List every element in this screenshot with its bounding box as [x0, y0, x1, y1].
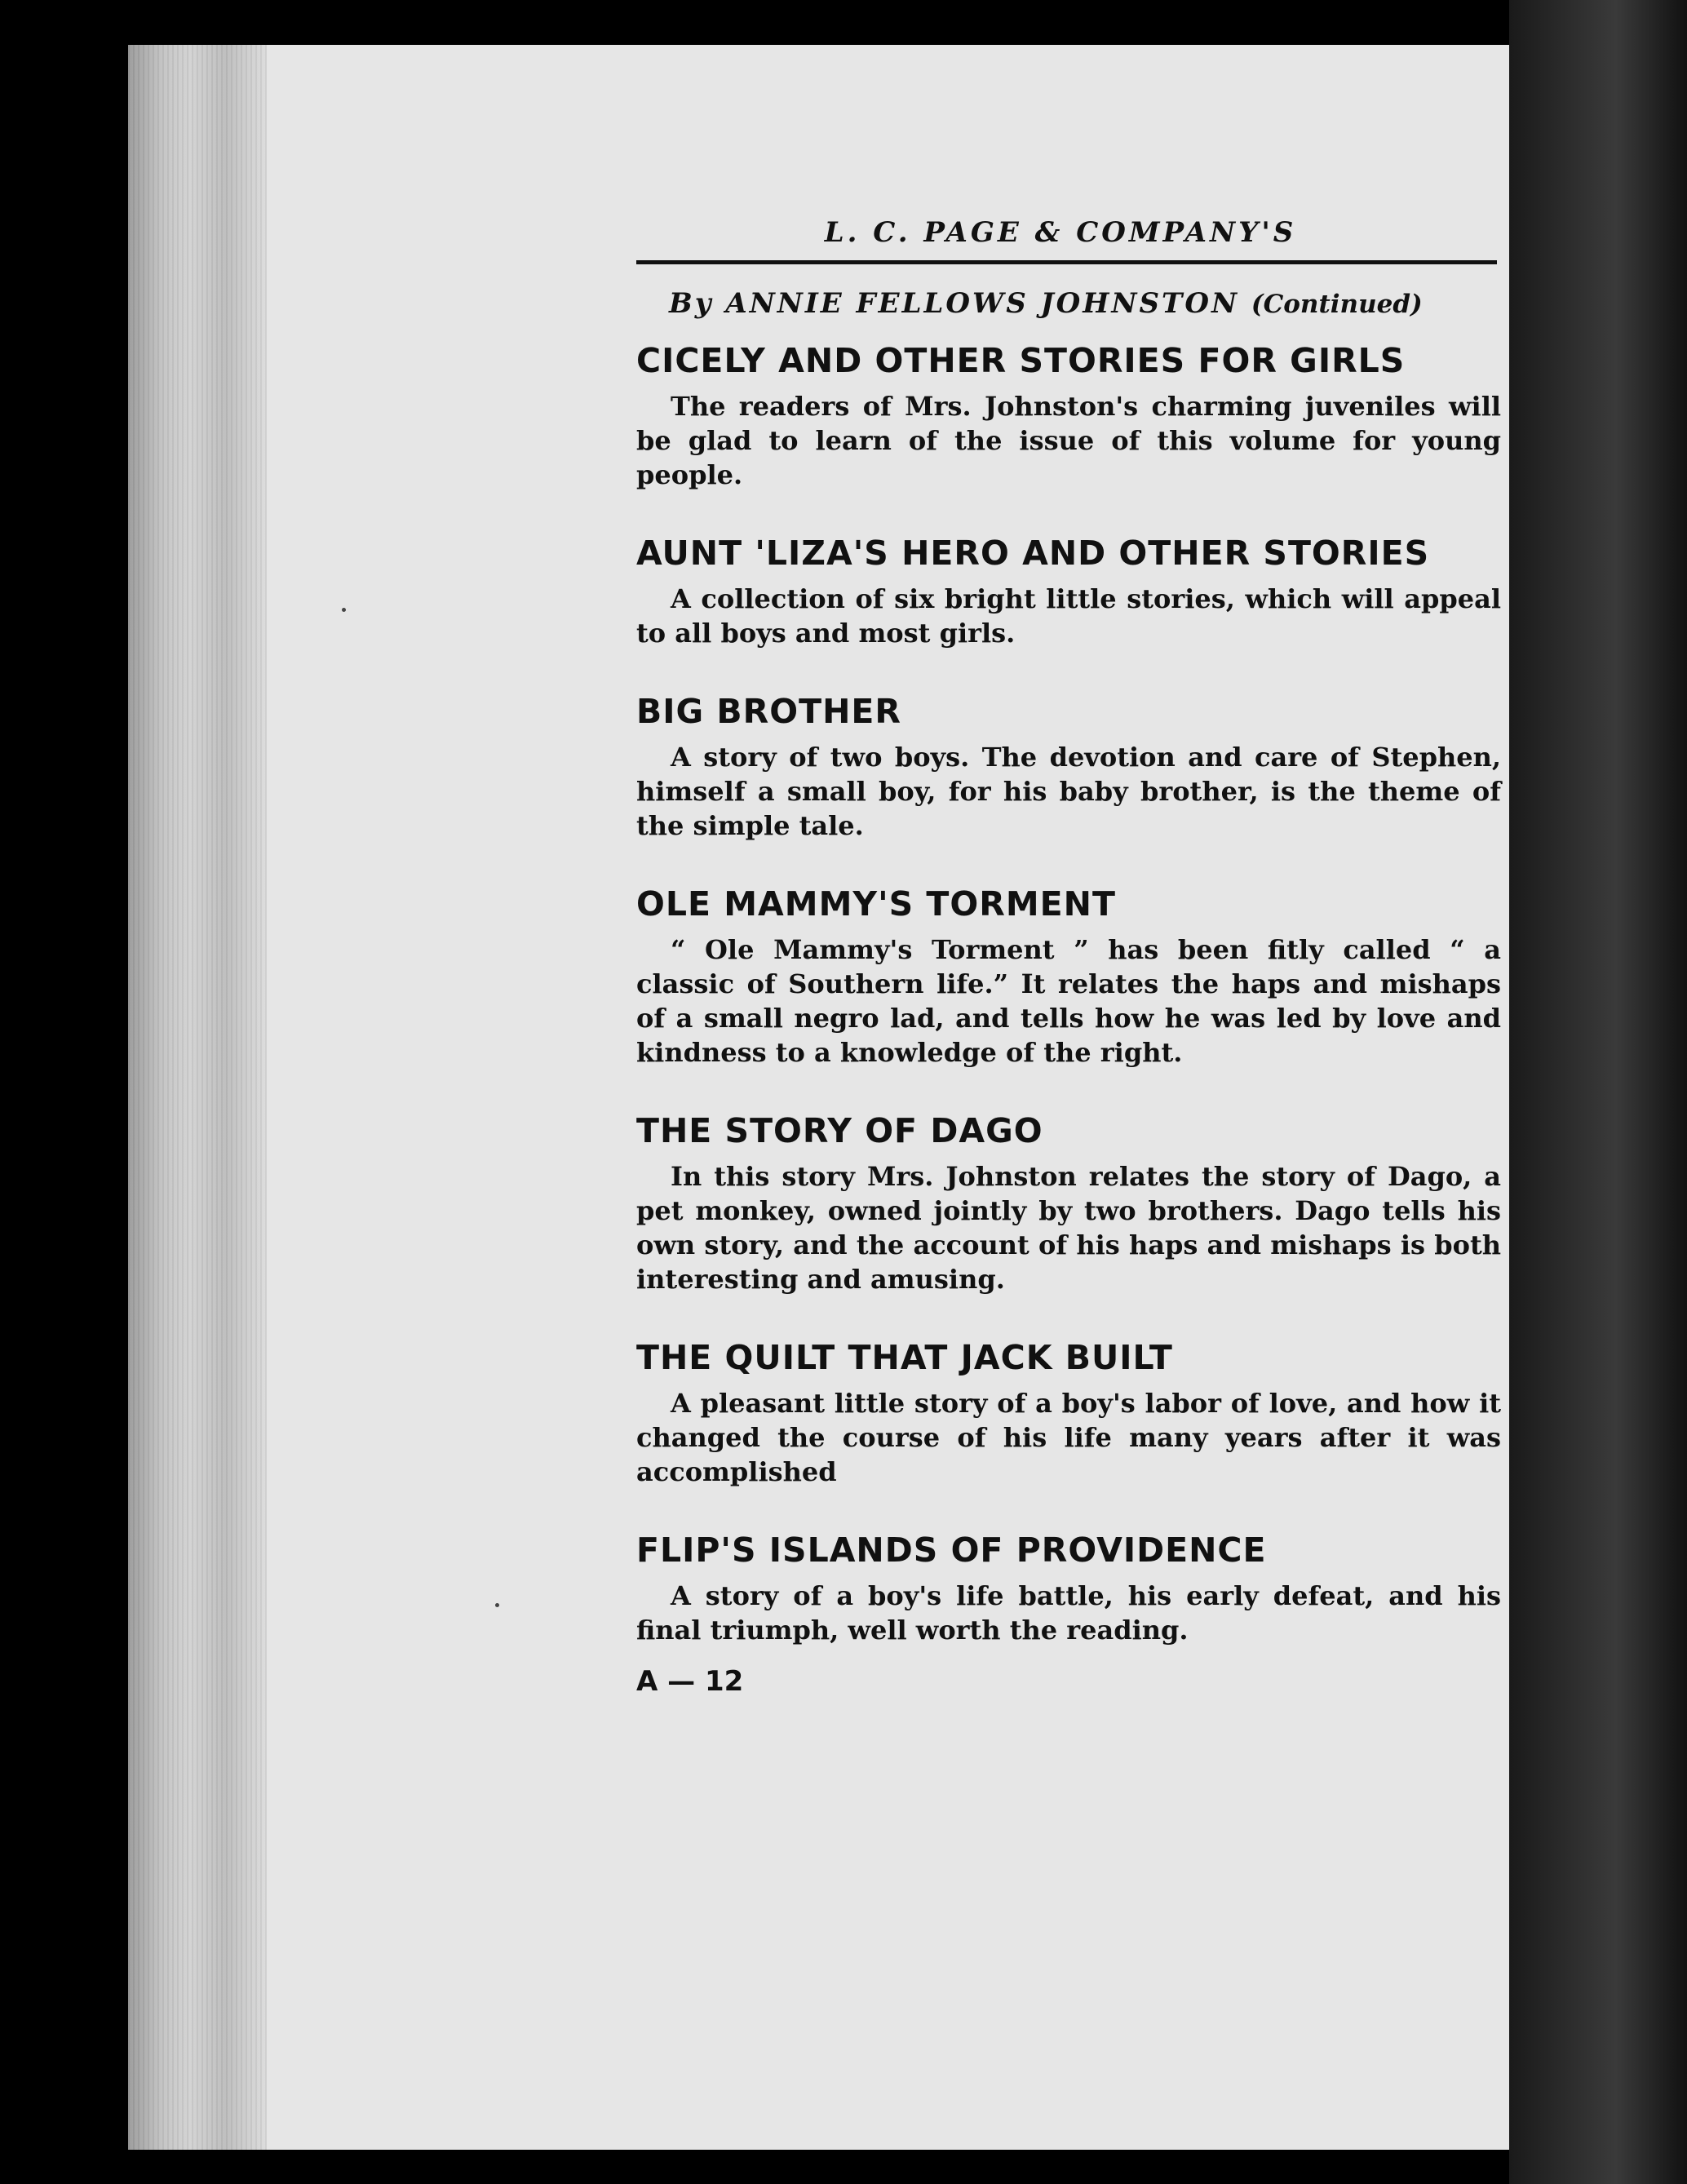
book-title: FLIP'S ISLANDS OF PROVIDENCE — [636, 1531, 1267, 1570]
book-title: CICELY AND OTHER STORIES FOR GIRLS — [636, 341, 1406, 380]
byline-prefix: By — [669, 287, 714, 320]
book-entry — [636, 340, 1501, 492]
page-gutter-texture — [128, 45, 267, 2150]
book-entry — [636, 1530, 1501, 1647]
byline — [669, 286, 1501, 322]
byline-note: (Continued) — [1251, 290, 1423, 319]
byline-author: ANNIE FELLOWS JOHNSTON — [725, 287, 1240, 320]
book-entry — [636, 884, 1501, 1070]
book-entry — [636, 691, 1501, 843]
book-title: OLE MAMMY'S TORMENT — [636, 884, 1116, 924]
scan-speck — [342, 608, 346, 612]
page-content — [636, 216, 1501, 1699]
book-title: THE QUILT THAT JACK BUILT — [636, 1338, 1173, 1377]
book-description: A pleasant little story of a boy's labor of love, and how it changed the course of his life many years after it was accomplished — [636, 1388, 1501, 1487]
running-head: L. C. PAGE & COMPANY'S — [824, 216, 1297, 249]
book-description: A collection of six bright little stories, which will appeal to all boys and most girls. — [636, 583, 1501, 649]
book-title: AUNT 'LIZA'S HERO AND OTHER STORIES — [636, 534, 1430, 573]
header-rule — [636, 260, 1497, 264]
book-description: In this story Mrs. Johnston relates the story of Dago, a pet monkey, owned jointly by two brothers. Dago tells his own story, and the account of his haps and mishaps is both interesting and amusing. — [636, 1161, 1501, 1295]
book-entry — [636, 533, 1501, 650]
book-entry — [636, 1110, 1501, 1296]
scan-right-edge — [1509, 0, 1687, 2184]
scan-speck — [495, 1603, 499, 1607]
book-description: The readers of Mrs. Johnston's charming juveniles will be glad to learn of the issue of this volume for young people. — [636, 391, 1501, 490]
book-description: A story of a boy's life battle, his early defeat, and his final triumph, well worth the reading. — [636, 1580, 1501, 1646]
book-list — [636, 340, 1501, 1647]
book-entry — [636, 1337, 1501, 1489]
book-title: BIG BROTHER — [636, 692, 901, 731]
book-description: A story of two boys. The devotion and care of Stephen, himself a small boy, for his baby brother, is the theme of the simple tale. — [636, 742, 1501, 841]
book-description: “ Ole Mammy's Torment ” has been fitly called “ a classic of Southern life.” It relates the haps and mishaps of a small negro lad, and tells how he was led by love and kindness to a knowledge of the right. — [636, 934, 1501, 1068]
signature-mark: A — 12 — [636, 1665, 744, 1698]
book-title: THE STORY OF DAGO — [636, 1111, 1043, 1150]
